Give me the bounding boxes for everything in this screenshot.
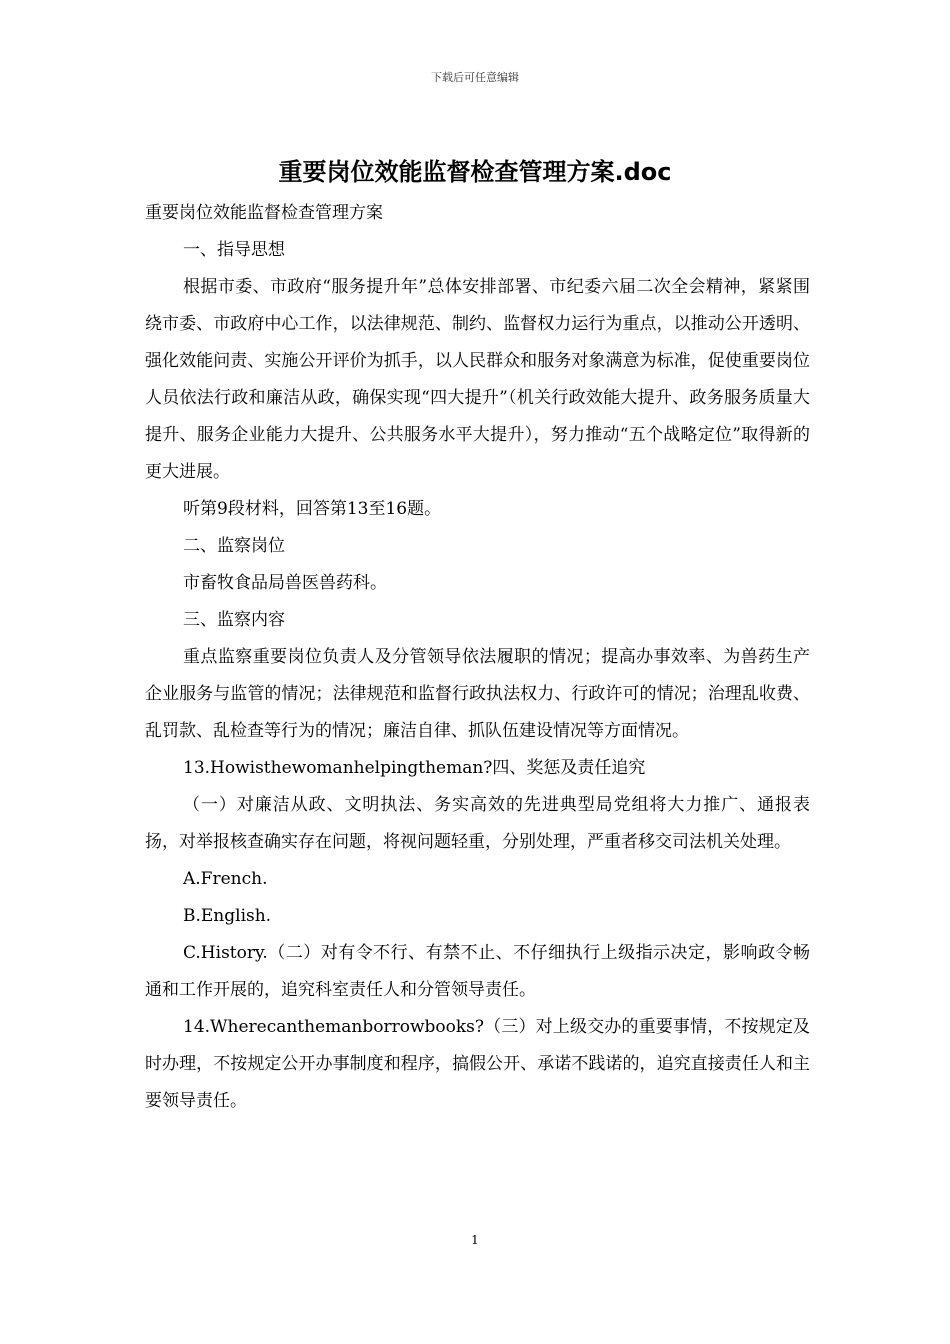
paragraph: 一、指导思想 [183, 240, 285, 260]
paragraph: 三、监察内容 [183, 610, 285, 630]
paragraph: A.French. [183, 869, 268, 889]
paragraph: （一）对廉洁从政、文明执法、务实高效的先进典型局党组将大力推广、通报表扬，对举报核查确实存在问题，将视问题轻重，分别处理，严重者移交司法机关处理。 [145, 795, 810, 852]
document-title: 重要岗位效能监督检查管理方案.doc [278, 158, 672, 186]
paragraph: 重要岗位效能监督检查管理方案 [145, 203, 383, 223]
paragraph: 市畜牧食品局兽医兽药科。 [183, 573, 387, 593]
paragraph: 13.Howisthewomanhelpingtheman?四、奖惩及责任追究 [183, 758, 646, 778]
paragraph: C.History.（二）对有令不行、有禁不止、不仔细执行上级指示决定，影响政令畅通和工作开展的，追究科室责任人和分管领导责任。 [145, 943, 810, 1000]
paragraph: 14.Wherecanthemanborrowbooks?（三）对上级交办的重要事情，不按规定及时办理，不按规定公开办事制度和程序，搞假公开、承诺不践诺的，追究直接责任人和主要领导责任。 [145, 1017, 810, 1111]
paragraph: 听第9段材料，回答第13至16题。 [183, 499, 442, 519]
document-body [145, 195, 810, 1120]
paragraph: 根据市委、市政府“服务提升年”总体安排部署、市纪委六届二次全会精神，紧紧围绕市委、市政府中心工作，以法律规范、制约、监督权力运行为重点，以推动公开透明、强化效能问责、实施公开评价为抓手，以人民群众和服务对象满意为标准，促使重要岗位人员依法行政和廉洁从政，确保实现“四大提升”（机关行政效能大提升、政务服务质量大提升、服务企业能力大提升、公共服务水平大提升），努力推动“五个战略定位”取得新的更大进展。 [145, 277, 810, 482]
paragraph: 二、监察岗位 [183, 536, 285, 556]
paragraph: 重点监察重要岗位负责人及分管领导依法履职的情况；提高办事效率、为兽药生产企业服务与监管的情况；法律规范和监督行政执法权力、行政许可的情况；治理乱收费、乱罚款、乱检查等行为的情况；廉洁自律、抓队伍建设情况等方面情况。 [145, 647, 810, 741]
page-number: 1 [471, 1233, 479, 1247]
header-note: 下载后可任意编辑 [431, 71, 519, 84]
paragraph: B.English. [183, 906, 272, 926]
